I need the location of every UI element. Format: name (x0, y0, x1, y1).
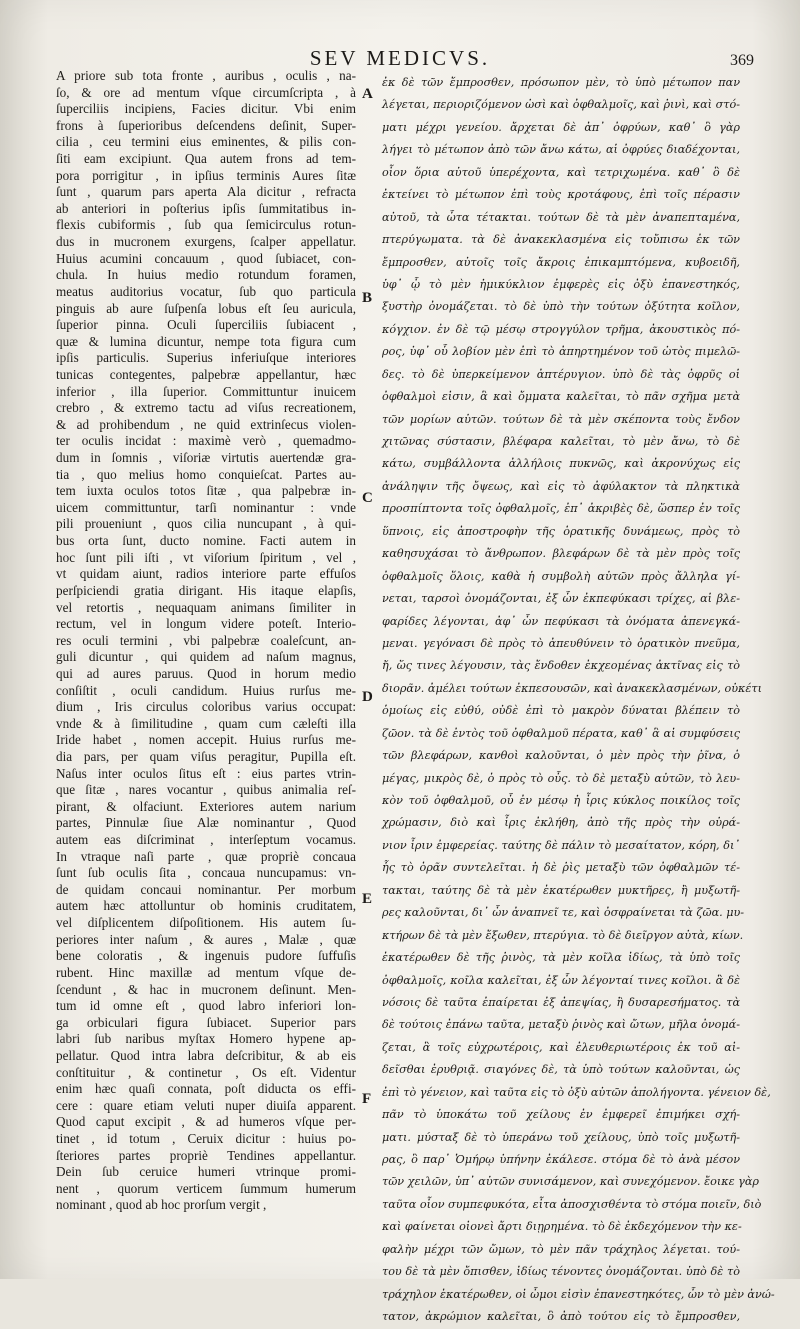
greek-text-line: ξυστὴρ ὀνομάζεται. τὸ δὲ ὑπὸ τὴν τούτων ὀξύτητα κοῖλον, (382, 300, 740, 314)
latin-text-line: tunicas contegentes, palpebræ appellantur, hæc (56, 366, 356, 382)
greek-text-line: δες. τὸ δὲ ὑπερκείμενον ἀπτέρυγιον. ὑπὸ δὲ τὰς ὀφρῦς οἱ (382, 367, 740, 381)
greek-text-line: ὁμοίως εἰς εὐθύ, οὐδὲ ἐπὶ τὸ μακρὸν δύναται βλέπειν τὸ (382, 704, 740, 718)
latin-text-line: ſcendunt , & hac in mucronem deſinunt. Men- (56, 981, 356, 997)
margin-marker-a: A (362, 86, 373, 102)
latin-text-line: dus in mucronem exurgens, ſcalper appellatur. (56, 234, 356, 250)
greek-text-line: τράχηλον ἑκατέρωθεν, οἱ ὦμοι εἰσὶν ἐπανεστηκότες, ὧν τὸ μὲν ἀνώ- (382, 1287, 775, 1301)
latin-text-line: ſuperciliis incipiens, Facies dicitur. Vbi enim (56, 101, 356, 117)
greek-text-line: ἀνάληψιν τῆς ὄψεως, καὶ εἰς τὸ ἀφύλακτον τὰ πληκτικὰ (382, 479, 740, 493)
greek-text-line: του δὲ τὰ μὲν ὄπισθεν, ἰδίως τένοντες ὀνομάζονται. ὑπὸ δὲ τὸ (382, 1265, 740, 1279)
greek-text-line: χρώμασιν, διὸ καὶ ἶρις ἐκλήθη, ἀπὸ τῆς πρὸς τὴν οὐρά- (382, 816, 740, 830)
greek-text-line: μεναι. γεγόνασι δὲ πρὸς τὸ ἀπευθύνειν τὸ ὁρατικὸν πνεῦμα, (382, 636, 740, 650)
latin-text-line: pellatur. Quod intra labra deſcribitur, & ab eis (56, 1047, 356, 1063)
greek-text-line: ἧς τὸ ὁρᾶν συντελεῖται. ἡ δὲ ῥὶς μεταξὺ τῶν ὀφθαλμῶν τέ- (382, 861, 740, 875)
latin-text-line: tem iuxta oculos totos ſitæ , qua palpebræ in- (56, 483, 356, 499)
greek-text-line: λήγει τὸ μέτωπον ἀπὸ τῶν ἄνω κάτω, αἱ ὀφρύες διαδέχονται, (382, 143, 740, 157)
running-head: SEV MEDICVS. (309, 46, 491, 70)
margin-marker-d: D (362, 689, 373, 705)
latin-text-line: cere : quare etiam veluti nuper diuiſa apparent. (56, 1097, 356, 1113)
latin-text-line: ſteriores partes propriè Tendines appellantur. (56, 1147, 356, 1163)
latin-text-line: Iride habet , nomen accepit. Huius rurſus me- (56, 732, 356, 748)
greek-text-line: δεῖσθαι ἐρυθριᾷ. σιαγόνες δὲ, τὰ ὑπὸ τούτων καλοῦνται, ὡς (382, 1063, 740, 1077)
page-number: 369 (730, 52, 754, 69)
latin-text-line: que ſitæ , nares vocantur , quibus animalia reſ- (56, 782, 356, 798)
latin-text-line: ab anteriori in poſterius ipſis ſummitatibus in- (56, 200, 356, 216)
greek-text-line: καθησυχάσαι τὸ ἄνθρωπον. βλεφάρων δὲ τὰ μὲν πρὸς τοῖς (382, 547, 740, 561)
latin-text-line: bus orta ſunt, ducto nomine. Facti autem in (56, 533, 356, 549)
latin-text-line: ter oculis incidat : maximè verò , quemadmo- (56, 433, 356, 449)
greek-text-line: τῶν βλεφάρων, κανθοὶ καλοῦνται, ὁ μὲν πρὸς τὴν ῥῖνα, ὁ (382, 749, 740, 763)
latin-text-line: rectum, vel in longum videre poteſt. Interio- (56, 616, 356, 632)
latin-text-line: dum in ſomnis , viſoriæ virtutis auertendæ gra- (56, 450, 356, 466)
latin-text-line: dium , Iris circulus coloribus varius occupat: (56, 699, 356, 715)
latin-text-line: In vtraque naſi parte , quæ propriè concaua (56, 848, 356, 864)
greek-text-line: διορᾶν. ἀμέλει τούτων ἐκπεσουσῶν, καὶ ἀνακεκλασμένων, οὐκέτι (382, 681, 762, 695)
latin-text-line: periores inter naſum , & aures , Malæ , quæ (56, 931, 356, 947)
greek-text-line: λέγεται, περιοριζόμενον ὡσὶ καὶ ὀφθαλμοῖς, καὶ ῥινὶ, καὶ στό- (382, 98, 740, 112)
latin-text-line: ſunt , quarum pars aperta Ala dicitur , refracta (56, 184, 356, 200)
latin-text-line: enim hæc quaſi connata, poſt diducta os effi- (56, 1081, 356, 1097)
greek-text-line: ρας, ὃ παρ᾽ Ὁμήρῳ ὑπήνην ἐκάλεσε. στόμα δὲ τὸ ἀνὰ μέσον (382, 1153, 740, 1166)
greek-text-line: ρος, ὑφ᾽ οὗ λοβίον μὲν ἐπὶ τὸ ἀπηρτημένον τοῦ ὠτὸς πιμελῶ- (382, 345, 740, 359)
latin-text-line: res oculi termini , vbi palpebræ coaleſcunt, an- (56, 632, 356, 648)
latin-text-line: pirant, & olfaciunt. Exteriores autem narium (56, 798, 356, 814)
latin-text-line: Quod caput excipit , & ad humeros vſque per- (56, 1114, 356, 1130)
greek-text-line: πτερύγωματα. τὰ δὲ ἀνακεκλασμένα εἰς τοὔπισω ἐκ τῶν (382, 233, 740, 247)
latin-text-line: ipſis particulis. Superius inferiuſque interiores (56, 350, 356, 366)
greek-text-line: ἔμπροσθεν, αὐτοῖς τοῖς ἄκροις ἐπικαμπτόμενα, κυβοειδῆ, (382, 255, 740, 269)
latin-text-line: de quidam concaui nominantur. Per morbum (56, 881, 356, 897)
greek-text-line: αὐτοῦ, τὰ ὦτα τέτακται. τούτων δὲ τὰ μὲν ἀναπεπταμένα, (382, 210, 740, 224)
margin-marker-c: C (362, 490, 373, 506)
margin-marker-f: F (362, 1091, 372, 1107)
greek-text-line: ἤ, ὥς τινες λέγουσιν, τὰς ἔνδοθεν ἐκχεομένας ἀκτῖνας εἰς τὸ (382, 659, 740, 673)
latin-text-line: & ad prohibendum , ne quid extrinſecus violen- (56, 416, 356, 432)
latin-text-line: pinguis ab aure ſuſpenſa lobus eſt ſeu auricula, (56, 300, 356, 316)
latin-text-line: vel retortis , nequaquam animans ſimiliter in (56, 599, 356, 615)
latin-text-line: flexis cubiformis , ſub qua ſemicirculus rotun- (56, 217, 356, 233)
greek-text-line: δὲ τούτοις ἐπάνω ταῦτα, μεταξὺ ῥινὸς καὶ ὤτων, μῆλα ὀνομά- (382, 1018, 740, 1032)
latin-text-line: perſpiciendi gratia dirigant. His itaque elapſis, (56, 582, 356, 598)
latin-text-line: dia pars, per quam viſus peragitur, Pupilla eſt. (56, 748, 356, 764)
latin-text-line: ſunt ſub oculis ſita , concaua nuncupamus: vn- (56, 865, 356, 881)
latin-text-line: inferior , illa ſuperior. Committuntur inuicem (56, 383, 356, 399)
latin-text-line: tinet , id totum , Ceruix dicitur : huius po- (56, 1131, 356, 1146)
latin-text-line: ſo, & ore ad mentum vſque circumſcripta , à (56, 84, 356, 100)
greek-text-line: νιον ἶριν ἐμφερείας. ταύτης δὲ πάλιν τὸ μεσαίτατον, κόρη, δι᾽ (382, 838, 740, 852)
latin-text-line: hoc ſunt pili iſti , vt viſorium ſpiritum , vel , (56, 549, 356, 565)
greek-text-line: τακται, ταύτης δὲ τὰ μὲν ἑκατέρωθεν μυκτῆρες, ἢ μυξωτῆ- (382, 883, 740, 897)
latin-text-line: autem hæc attolluntur ob hominis cruditatem, (56, 898, 356, 914)
latin-text-line: tum id omne eſt , quod labro inferiori lon- (56, 998, 356, 1014)
greek-text-line: ὀφθαλμοὶ εἰσιν, ἃ καὶ ὄμματα καλεῖται, τὸ πᾶν σχῆμα μετὰ (382, 390, 740, 404)
greek-text-line: χιτῶνας σύστασιν, βλέφαρα καλεῖται, τὸ μὲν ἄνω, τὸ δὲ (382, 435, 740, 448)
latin-text-line: bene coloratis , & ingenuis pudore ſuffuſis (56, 948, 356, 964)
latin-text-line: vt quidam aiunt, radios interiore parte effuſos (56, 566, 356, 582)
greek-text-line: ὕπνοις, εἰς ἀποστροφὴν τῆς ὁρατικῆς δυνάμεως, πρὸς τὸ (382, 524, 740, 538)
latin-text-line: uicem committuntur, tarſi nominantur : vnde (56, 499, 356, 515)
latin-text-line: Dein ſub ceruice humeri vtrinque promi- (56, 1164, 356, 1180)
latin-text-line: Naſus inter oculos ſitus eſt : eius partes vtrin- (56, 765, 356, 781)
latin-text-line: chula. In huius medio rotundum foramen, (56, 267, 356, 283)
latin-text-line: quæ & lumina dicuntur, nempe tota figura cum (56, 333, 356, 349)
greek-text-line: μέγας, μικρὸς δὲ, ὁ πρὸς τὸ οὖς. τὸ δὲ μεταξὺ αὐτῶν, τὸ λευ- (382, 771, 740, 785)
greek-text-line: ἐπὶ τὸ γένειον, καὶ ταῦτα εἰς τὸ ὀξὺ αὐτῶν ἀπολήγοντα. γένειον δὲ, (382, 1085, 771, 1099)
greek-text-line: ματι μέχρι γενείου. ἄρχεται δὲ ἀπ᾽ ὀφρύων, καθ᾽ ὃ γὰρ (382, 120, 740, 134)
latin-text-line: pili proueniunt , quos cilia nuncupant , à qui- (56, 516, 356, 532)
greek-text-line: καὶ φαίνεται οἱονεὶ ἄρτι διῃρημένα. τὸ δὲ ἐκδεχόμενον τὴν κε- (382, 1220, 742, 1234)
latin-text-line: vnde & à ſimilitudine , quam cum cæleſti illa (56, 715, 356, 731)
greek-text-line: ρες καλοῦνται, δι᾽ ὧν ἀναπνεῖ τε, καὶ ὀσφραίνεται τὰ ζῶα. μυ- (382, 906, 745, 920)
greek-text-line: νόσοις δὲ ταῦτα ἐπαίρεται ἐξ ἀπεψίας, ἢ δυσαρεσήματος. τὰ (382, 995, 740, 1009)
greek-text-line: κάτω, συμβάλλοντα ἀλλήλοις πυκνῶς, καὶ ἀκρονύχως εἰς (382, 457, 740, 471)
latin-text-line: conſtituitur , & continetur , Os eſt. Videntur (56, 1064, 356, 1080)
latin-text-line: nominant , quod ab hoc prorſum vergit , (56, 1197, 267, 1213)
margin-marker-b: B (362, 290, 373, 306)
greek-text-line: φαλὴν μέχρι τῶν ὤμων, τὸ μὲν πᾶν τράχηλος λέγεται. τού- (382, 1242, 740, 1256)
greek-text-line: οἷον ὅρια αὐτοῦ ὑπερέχοντα, καὶ τετριχωμένα. καθ᾽ ὃ δὲ (382, 165, 740, 179)
greek-text-line: κόγχιον. ἐν δὲ τῷ μέσῳ στρογγύλον τρῆμα, ἀκουστικὸς πό- (382, 322, 740, 336)
latin-text-line: pora porrigitur , in ipſius terminis Aures ſitæ (56, 167, 356, 183)
latin-text-line: ſiti eam excipiunt. Qua autem frons ad tem- (56, 151, 356, 167)
latin-text-line: nent , quorum verticem ſummum humerum (56, 1180, 356, 1196)
latin-text-line: frons à ſuperioribus deſcendens deſinit, Super- (56, 117, 356, 133)
greek-text-line: ματι. μύσταξ δὲ τὸ ὑπεράνω τοῦ χείλους, ὑπὸ τοῖς μυξωτῆ- (382, 1130, 740, 1144)
greek-text-line: κτήρων δὲ τὰ μὲν ἔξωθεν, πτερύγια. τὸ δὲ διεῖργον αὐτὰ, κίων. (382, 928, 744, 942)
latin-column (56, 68, 356, 1268)
greek-text-line: φαρίδες λέγονται, ἀφ᾽ ὧν πεφύκασι τὰ ὀνόματα ἀπενεγκά- (382, 614, 740, 628)
latin-text-line: conſiſtit , oculi candidum. Huius rurſus me- (56, 682, 356, 698)
greek-text-line: ὑφ᾽ ᾧ τὸ μὲν ἡμικύκλιον ἐμφερὲς εἰς ὀξὺ ἐπανεστηκός, (382, 277, 740, 291)
latin-text-line: ga orbiculari figura ſubiacet. Superior pars (56, 1014, 356, 1030)
latin-text-line: crebro , & extremo tactu ad viſus recreationem, (56, 400, 356, 416)
margin-marker-e: E (362, 891, 373, 907)
greek-text-line: πᾶν τὸ ὑποκάτω τοῦ χείλους ἐν ἐμφερεῖ ἐπιμήκει σχή- (382, 1108, 740, 1122)
latin-text-line: labri ſub naribus myſtax Homero hypene ap- (56, 1031, 356, 1047)
greek-text-line: ζῶον. τὰ δὲ ἐντὸς τοῦ ὀφθαλμοῦ πέρατα, καθ᾽ ἃ αἱ συμφύσεις (382, 726, 740, 740)
greek-text-line: τῶν μορίων αὐτῶν. τούτων δὲ τὰ μὲν σκέποντα τοὺς ἔνδον (382, 412, 740, 426)
latin-text-line: cilia , ceu termini eius eminentes, & pilis con- (56, 134, 356, 150)
latin-text-line: A priore sub tota fronte , auribus , oculis , na- (56, 68, 356, 83)
latin-text-line: ſuperior pinna. Oculi ſuperciliis ſubiacent , (56, 317, 356, 333)
greek-text-line: προσπίπτοντα τοῖς ὀφθαλμοῖς, ἐπ᾽ ἀκριβὲς δὲ, ὥσπερ ἐν τοῖς (382, 502, 740, 516)
greek-text-line: νεται, ταρσοὶ ὀνομάζονται, ἐξ ὧν ἐκπεφύκασι τρίχες, αἱ βλε- (382, 592, 740, 606)
greek-text-line: κὸν τοῦ ὀφθαλμοῦ, οὗ ἐν μέσῳ ἡ ἶρις κύκλος ποικίλος τοῖς (382, 794, 740, 807)
greek-text-line: τατον, ἀκρώμιον καλεῖται, ὃ ἀπὸ τούτου εἰς τὸ ἔμπροσθεν, (382, 1310, 740, 1324)
greek-text-line: ταῦτα οἷον συμπεφυκότα, εἶτα ἀποσχισθέντα τὸ στόμα ποιεῖν, διὸ (382, 1197, 762, 1211)
greek-text-line: ἐκ δὲ τῶν ἔμπροσθεν, πρόσωπον μὲν, τὸ ὑπὸ μέτωπον παν (382, 76, 740, 89)
latin-text-line: autem eas diſcriminat , interſeptum vocamus. (56, 832, 356, 848)
latin-text-line: tia , quo melius homo conquieſcat. Partes au- (56, 466, 356, 482)
latin-text-line: partes, Pinnulæ ſiue Alæ nominantur , Quod (56, 815, 356, 831)
latin-text-line: guli dicuntur , qui quidem ad naſum magnus, (56, 649, 356, 665)
latin-text-line: meatus auditorius vocatur, ſub quo particula (56, 283, 356, 299)
greek-text-line: ζεται, ἃ τοῖς εὐχρωτέροις, καὶ ἐλευθεριωτέροις ἐκ τοῦ αἰ- (382, 1040, 740, 1054)
latin-text-line: vel diſplicentem diſpoſitionem. His autem ſu- (56, 915, 356, 931)
greek-text-line: ὀφθαλμοῖς ὅλοις, καθὰ ἡ συμβολὴ αὐτῶν πρὸς ἄλληλα γί- (382, 569, 740, 583)
latin-text-line: Huius acumini concauum , quod ſubiacet, con- (56, 250, 356, 266)
latin-text-line: rubent. Hinc maxillæ ad mentum vſque de- (56, 964, 356, 980)
greek-column (382, 72, 775, 1324)
greek-text-line: ἑκατέρωθεν δὲ τῆς ῥινὸς, τὰ μὲν κοῖλα ἰδίως, τὰ ὑπὸ τοῖς (382, 951, 740, 965)
greek-text-line: τῶν χειλῶν, ὑπ᾽ αὐτῶν συνισάμενον, καὶ συνεχόμενον. ἔοικε γὰρ (382, 1175, 759, 1189)
greek-text-line: ὀφθαλμοῖς, κοῖλα καλεῖται, ἐξ ὧν λέγονταί τινες κοῖλοι. ἃ δὲ (382, 973, 740, 987)
greek-text-line: ἐκτείνει τὸ μέτωπον ἐπὶ τοὺς κροτάφους, ἐπὶ τοῖς πέρασιν (382, 188, 740, 202)
latin-text-line: qui ad aures paruus. Quod in horum medio (56, 665, 356, 681)
